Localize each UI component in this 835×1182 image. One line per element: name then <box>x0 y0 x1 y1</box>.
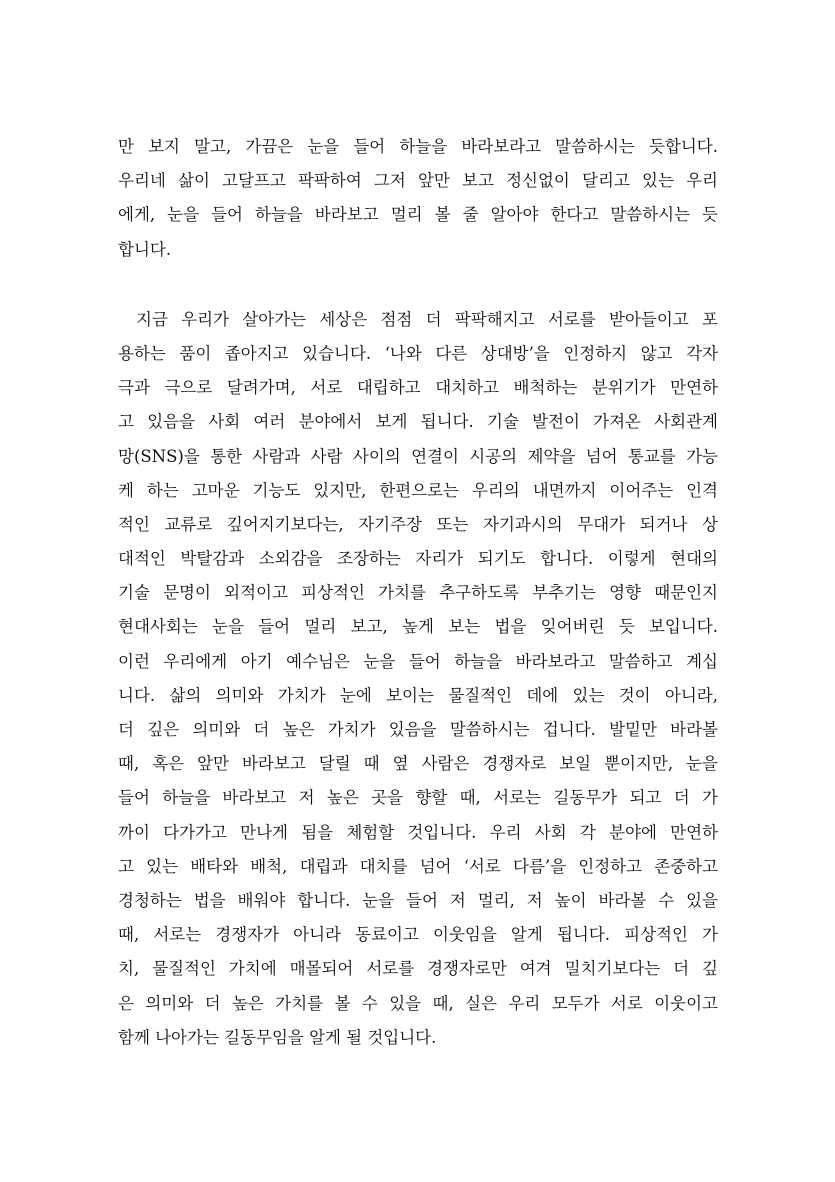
paragraph-line: 합니다. <box>118 239 172 259</box>
paragraph-line: 지금 우리가 살아가는 세상은 점점 더 팍팍해지고 서로를 받아들이고 포 <box>136 309 718 329</box>
paragraph-line: 고 있음을 사회 여러 분야에서 보게 됩니다. 기술 발전이 가져온 사회관계 <box>118 412 718 432</box>
paragraph-line: 용하는 품이 좁아지고 있습니다. ‘나와 다른 상대방’을 인정하지 않고 각자 <box>118 343 718 363</box>
document-page <box>118 130 718 1055</box>
paragraph-line: 때, 서로는 경쟁자가 아니라 동료이고 이웃임을 알게 됩니다. 피상적인 가 <box>118 925 718 945</box>
paragraph-line: 에게, 눈을 들어 하늘을 바라보고 멀리 볼 줄 알아야 한다고 말씀하시는 듯 <box>118 205 718 225</box>
paragraph-1 <box>118 130 718 267</box>
paragraph-2 <box>118 303 718 1055</box>
paragraph-line: 대적인 박탈감과 소외감을 조장하는 자리가 되기도 합니다. 이렇게 현대의 <box>118 549 718 569</box>
paragraph-line: 고 있는 배타와 배척, 대립과 대치를 넘어 ‘서로 다름’을 인정하고 존중하고 <box>118 856 718 876</box>
paragraph-line: 니다. 삶의 의미와 가치가 눈에 보이는 물질적인 데에 있는 것이 아니라, <box>118 685 718 705</box>
paragraph-line: 때, 혹은 앞만 바라보고 달릴 때 옆 사람은 경쟁자로 보일 뿐이지만, 눈을 <box>118 754 718 774</box>
paragraph-line: 망(SNS)을 통한 사람과 사람 사이의 연결이 시공의 제약을 넘어 통교를 가능 <box>118 446 718 466</box>
paragraph-line: 만 보지 말고, 가끔은 눈을 들어 하늘을 바라보라고 말씀하시는 듯합니다. <box>118 137 718 156</box>
paragraph-line: 들어 하늘을 바라보고 저 높은 곳을 향할 때, 서로는 길동무가 되고 더 가 <box>118 788 718 808</box>
paragraph-line: 함께 나아가는 길동무임을 알게 될 것입니다. <box>118 1027 437 1047</box>
paragraph-line: 우리네 삶이 고달프고 팍팍하여 그저 앞만 보고 정신없이 달리고 있는 우리 <box>118 171 718 191</box>
paragraph-line: 극과 극으로 달려가며, 서로 대립하고 대치하고 배척하는 분위기가 만연하 <box>118 378 718 398</box>
paragraph-line: 케 하는 고마운 기능도 있지만, 한편으로는 우리의 내면까지 이어주는 인격 <box>118 480 718 500</box>
paragraph-line: 적인 교류로 깊어지기보다는, 자기주장 또는 자기과시의 무대가 되거나 상 <box>118 514 718 534</box>
paragraph-line: 치, 물질적인 가치에 매몰되어 서로를 경쟁자로만 여겨 밀치기보다는 더 깊 <box>118 959 718 979</box>
paragraph-line: 경청하는 법을 배워야 합니다. 눈을 들어 저 멀리, 저 높이 바라볼 수 있을 <box>118 890 718 910</box>
paragraph-line: 더 깊은 의미와 더 높은 가치가 있음을 말씀하시는 겁니다. 발밑만 바라볼 <box>118 720 718 739</box>
paragraph-line: 이런 우리에게 아기 예수님은 눈을 들어 하늘을 바라보라고 말씀하고 계십 <box>118 651 718 671</box>
paragraph-line: 은 의미와 더 높은 가치를 볼 수 있을 때, 실은 우리 모두가 서로 이웃이고 <box>118 993 718 1013</box>
paragraph-line: 까이 다가가고 만나게 됨을 체험할 것입니다. 우리 사회 각 분야에 만연하 <box>118 822 718 842</box>
paragraph-line: 기술 문명이 외적이고 피상적인 가치를 추구하도록 부추기는 영향 때문인지 <box>118 583 718 603</box>
paragraph-line: 현대사회는 눈을 들어 멀리 보고, 높게 보는 법을 잊어버린 듯 보입니다. <box>118 617 718 637</box>
